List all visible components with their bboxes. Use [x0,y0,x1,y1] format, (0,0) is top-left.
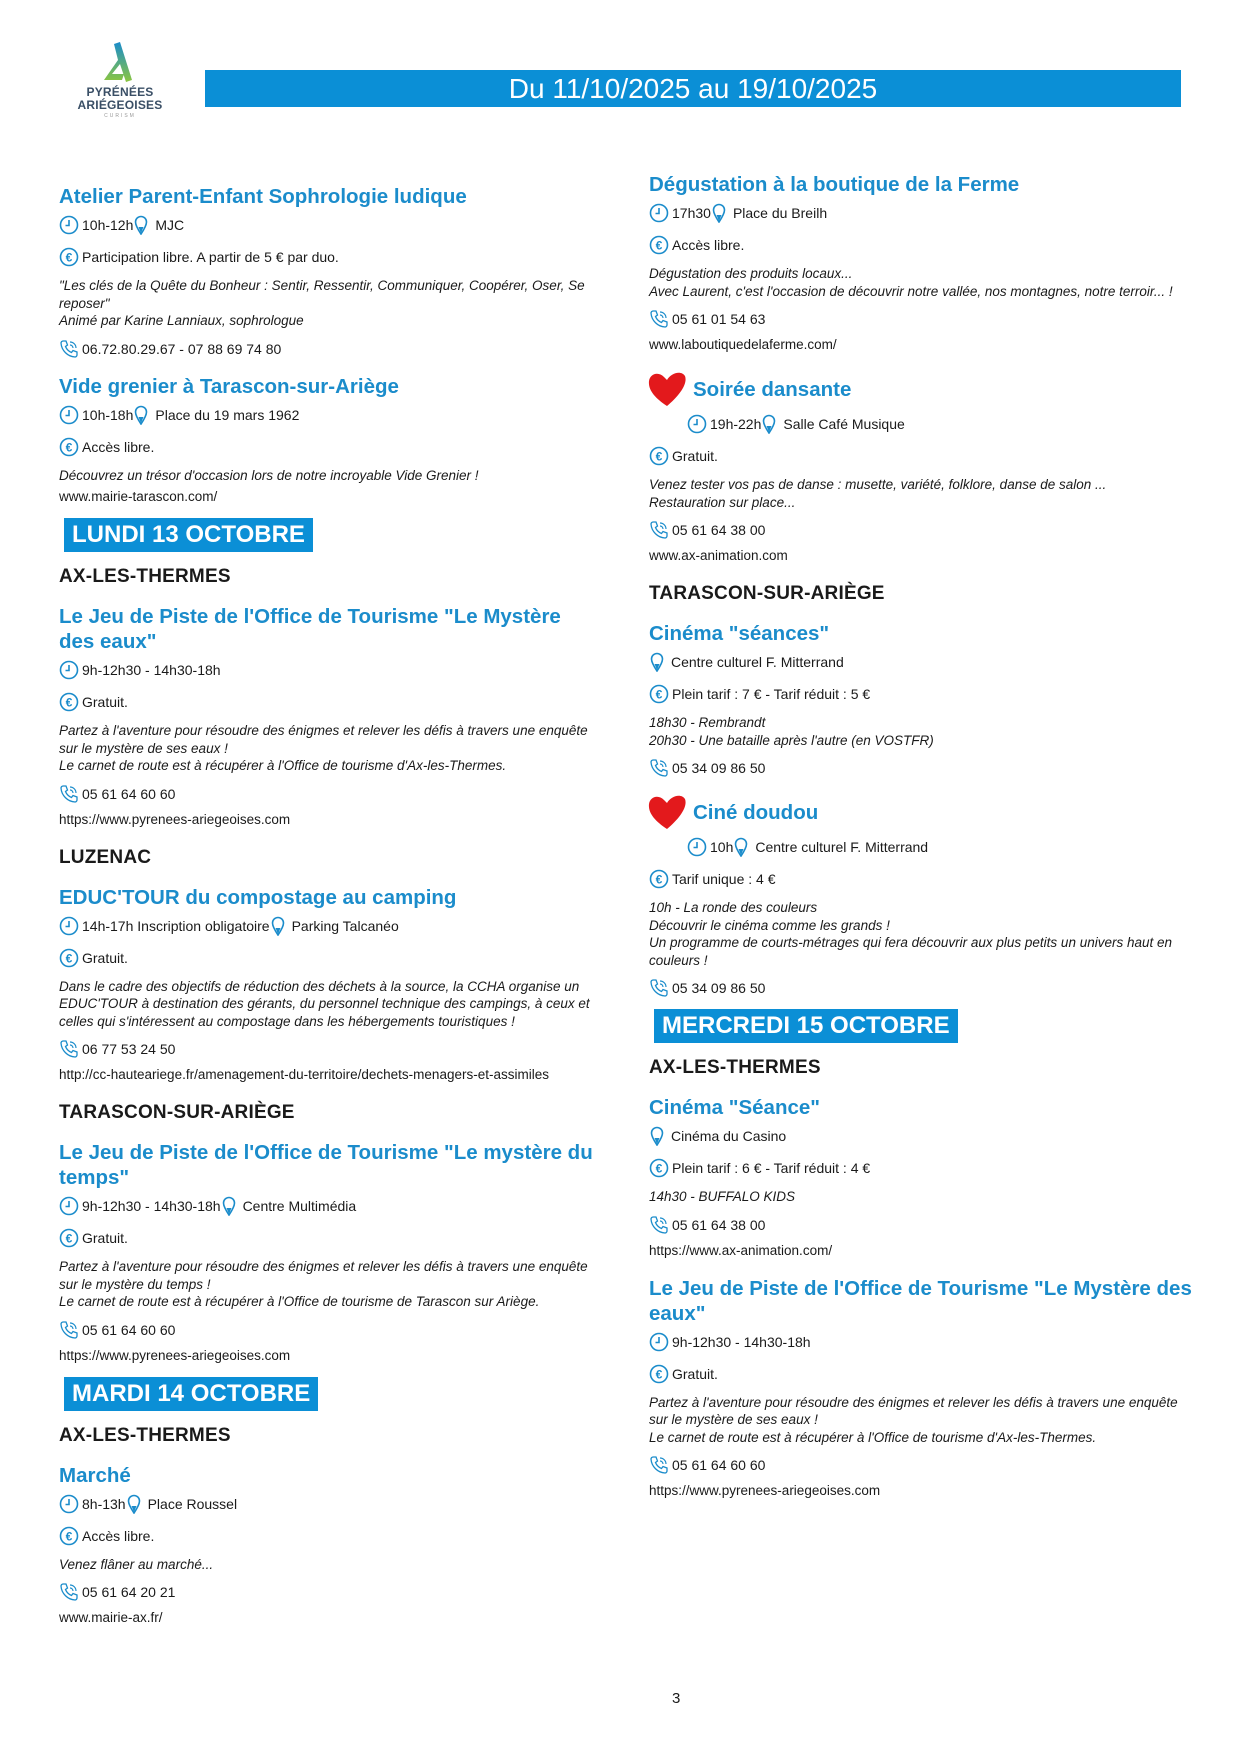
town-heading: TARASCON-SUR-ARIÈGE [649,583,885,604]
event-title: Dégustation à la boutique de la Ferme [649,173,1020,196]
event-link[interactable]: www.mairie-tarascon.com/ [59,489,218,504]
event-time: 9h-12h30 - 14h30-18h [82,1198,221,1214]
heart-icon [647,370,693,408]
phone-icon [649,1455,672,1475]
event-time-place [59,910,599,942]
description-line: 18h30 - Rembrandt [649,715,766,730]
location-pin-icon [650,652,667,672]
description-line: sur le mystère de ses eaux ! [59,740,228,756]
svg-text:€: € [655,1367,663,1381]
event-place: Centre culturel F. Mitterrand [671,654,844,670]
logo-text: CURISM [104,113,136,119]
event-time: 10h-18h [82,406,134,423]
clock-icon [59,1494,82,1514]
description-line: Le carnet de route est à récupérer à l'Office de tourisme de Tarascon sur Ariège. [59,1294,540,1309]
location-pin-icon [762,414,779,434]
event-time-place [59,1488,599,1520]
euro-icon [649,869,672,889]
clock-icon [59,660,82,680]
phone-number: 05 61 01 54 63 [672,311,766,327]
description-line: Partez à l'aventure pour résoudre des énigmes et relever les défis à travers une enquête [649,1394,1178,1410]
event-time: 14h-17h Inscription obligatoire [82,917,270,934]
phone-icon [649,309,672,329]
phone-number: 05 34 09 86 50 [672,760,766,776]
svg-text:€: € [65,1231,73,1246]
event-place: Salle Café Musique [783,416,905,432]
clock-icon [687,414,710,434]
event-time: 10h-12h [82,217,134,233]
event-price-text: Accès libre. [82,1527,155,1544]
event-link[interactable]: https://www.pyrenees-ariegeoises.com [59,811,291,827]
description-line: Le carnet de route est à récupérer à l'Office de tourisme d'Ax-les-Thermes. [649,1429,1097,1445]
event-description [649,476,1194,511]
town-heading: AX-LES-THERMES [59,566,231,587]
clock-icon [649,203,672,223]
event-time: 17h30 [672,205,711,221]
event-price [59,241,599,273]
svg-text:€: € [65,695,73,710]
event-description [649,714,1194,749]
description-line: Venez flâner au marché... [59,1556,214,1572]
event-place: Place du 19 mars 1962 [155,406,300,423]
event-time-place [59,654,599,686]
event-title: Le Jeu de Piste de l'Office de Tourisme "Le Mystère des eaux" [59,605,561,653]
euro-icon [59,1228,82,1248]
logo-mark-icon [100,40,140,86]
pyrenees-ariegeoises-logo [58,40,182,140]
event-price [649,1152,1194,1184]
event-price [59,942,599,974]
location-pin-icon [222,1196,239,1216]
description-line: reposer" [59,295,110,311]
event-place: Parking Talcanéo [291,917,399,934]
event-title [647,793,1194,831]
town-heading: AX-LES-THERMES [59,1424,231,1446]
event-time: 10h [710,839,734,855]
clock-icon [59,916,82,936]
event-place: Centre culturel F. Mitterrand [755,839,929,855]
phone-number: 05 61 64 20 21 [82,1584,176,1600]
phone-icon [649,758,672,778]
phone-number: 06 77 53 24 50 [82,1041,176,1057]
event-place: Centre Multimédia [242,1198,357,1214]
event-time-place [649,1120,1194,1152]
event-time: 8h-13h [82,1495,126,1512]
phone-icon [649,520,672,540]
description-line: Le carnet de route est à récupérer à l'Office de tourisme d'Ax-les-Thermes. [59,758,507,773]
event-place: MJC [155,217,185,233]
heart-icon [647,793,693,831]
event-title: Le Jeu de Piste de l'Office de Tourisme "Le Mystère des eaux" [649,1276,1192,1325]
event-price [59,1520,599,1552]
event-link[interactable]: www.mairie-ax.fr/ [59,1610,163,1625]
phone-icon [649,1215,672,1235]
phone-icon [59,1039,82,1059]
description-line: sur le mystère du temps ! [59,1276,211,1292]
event-price-text: Accès libre. [82,438,155,455]
description-line: Dans le cadre des objectifs de réduction des déchets à la source, la CCHA organise un [59,978,580,994]
logo-text: PYRÉNÉES [86,85,154,99]
event-description [59,1258,599,1311]
clock-icon [59,405,82,425]
event-price-text: Accès libre. [672,237,745,253]
description-line: celles qui s'intéressent au compostage dans les hébergements touristiques ! [59,1013,515,1029]
event-phone [59,781,599,807]
event-price [649,440,1194,472]
event-phone [59,336,599,362]
event-title: Vide grenier à Tarascon-sur-Ariège [59,374,399,398]
event-price-text: Gratuit. [672,1365,718,1382]
euro-icon [649,235,672,255]
event-title-text: Soirée dansante [693,377,852,401]
location-pin-icon [127,1494,144,1514]
location-pin-icon [271,916,288,936]
event-place: Place du Breilh [732,205,828,221]
event-price-text: Plein tarif : 6 € - Tarif réduit : 4 € [672,1160,871,1176]
phone-icon [59,1320,82,1340]
description-line: Dégustation des produits locaux... [649,266,853,281]
euro-icon [59,437,82,457]
event-price-text: Plein tarif : 7 € - Tarif réduit : 5 € [672,686,871,702]
event-link[interactable]: www.laboutiquedelaferme.com/ [649,337,837,352]
description-line: EDUC'TOUR à destination des gérants, du personnel technique des campings, à ceux et [59,996,590,1011]
phone-icon [59,1582,82,1602]
town-heading: LUZENAC [59,846,152,868]
clock-icon [59,215,82,235]
euro-icon [59,1526,82,1546]
event-phone [649,306,1194,332]
event-description [649,899,1194,969]
event-description [59,467,599,485]
phone-number: 05 61 64 60 60 [82,785,176,802]
event-link[interactable]: www.ax-animation.com [649,548,788,563]
event-price [649,229,1194,261]
event-place: Cinéma du Casino [671,1128,787,1144]
left-column [59,184,599,1631]
event-link[interactable]: https://www.pyrenees-ariegeoises.com [59,1347,291,1363]
event-price [59,686,599,718]
euro-icon [59,948,82,968]
event-price [649,1358,1194,1390]
phone-number: 05 34 09 86 50 [672,980,766,996]
town-heading: AX-LES-THERMES [649,1057,821,1078]
clock-icon [687,837,710,857]
euro-icon [59,247,82,267]
event-link[interactable]: http://cc-hauteariege.fr/amenagement-du-territoire/dechets-menagers-et-assimiles [59,1067,549,1082]
event-title: Cinéma "Séance" [649,1096,820,1119]
event-time-place [59,399,599,431]
event-title [647,370,1194,408]
euro-icon [649,684,672,704]
event-phone [59,1036,599,1062]
event-phone [649,1212,1194,1238]
svg-text:€: € [65,1529,73,1543]
event-place: Place Roussel [147,1495,238,1512]
event-time-place [649,408,1194,440]
location-pin-icon [134,405,151,425]
event-phone [649,975,1194,1001]
description-line: 20h30 - Une bataille après l'autre (en VOSTFR) [649,732,934,748]
event-time-place [649,646,1194,678]
event-time: 9h-12h30 - 14h30-18h [672,1333,811,1350]
event-description [649,1394,1194,1447]
svg-text:€: € [655,872,663,887]
event-description [59,722,599,775]
event-title: EDUC'TOUR du compostage au camping [59,885,457,909]
event-description [649,1188,1194,1206]
event-title-text: Ciné doudou [693,800,819,824]
event-price-text: Gratuit. [82,1230,128,1246]
event-price [649,863,1194,895]
day-heading: LUNDI 13 OCTOBRE [64,518,313,552]
location-pin-icon [734,837,751,857]
description-line: Partez à l'aventure pour résoudre des énigmes et relever les défis à travers une enquête [59,1259,588,1274]
event-time-place [649,197,1194,229]
description-line: Animé par Karine Lanniaux, sophrologue [59,313,304,328]
event-price [649,678,1194,710]
event-time: 9h-12h30 - 14h30-18h [82,662,221,678]
event-price-text: Gratuit. [82,694,128,710]
event-time-place [649,1326,1194,1358]
description-line: 10h - La ronde des couleurs [649,900,818,915]
town-heading: TARASCON-SUR-ARIÈGE [59,1102,295,1123]
location-pin-icon [650,1126,667,1146]
event-price [59,431,599,463]
event-description [649,265,1194,300]
event-phone [649,517,1194,543]
phone-icon [59,784,82,804]
right-column [649,172,1194,1504]
phone-number: 06.72.80.29.67 - 07 88 69 74 80 [82,340,282,357]
event-phone [59,1317,599,1343]
phone-number: 05 61 64 60 60 [672,1457,766,1473]
description-line: Avec Laurent, c'est l'occasion de découvrir notre vallée, nos montagnes, notre terroir... ! [649,283,1173,299]
page-number: 3 [672,1690,681,1707]
phone-number: 05 61 64 60 60 [82,1321,176,1338]
event-link[interactable]: https://www.ax-animation.com/ [649,1242,833,1258]
description-line: Restauration sur place... [649,494,796,510]
event-price-text: Gratuit. [672,448,718,464]
svg-text:€: € [65,440,73,454]
event-phone [649,755,1194,781]
svg-text:€: € [655,1161,663,1176]
clock-icon [649,1332,672,1352]
event-title: Cinéma "séances" [649,622,830,645]
phone-icon [649,978,672,998]
svg-text:€: € [65,250,73,265]
event-phone [649,1452,1194,1478]
description-line: "Les clés de la Quête du Bonheur : Sentir, Ressentir, Communiquer, Coopérer, Oser, Se [59,278,585,293]
day-heading: MARDI 14 OCTOBRE [64,1377,318,1411]
event-price [59,1222,599,1254]
location-pin-icon [712,203,729,223]
event-title: Atelier Parent-Enfant Sophrologie ludique [59,185,467,208]
event-title: Marché [59,1463,131,1487]
description-line: Partez à l'aventure pour résoudre des énigmes et relever les défis à travers une enquête [59,723,588,738]
svg-text:€: € [655,687,663,702]
event-time-place [59,209,599,241]
description-line: Découvrez un trésor d'occasion lors de notre incroyable Vide Grenier ! [59,467,479,483]
location-pin-icon [134,215,151,235]
description-line: 14h30 - BUFFALO KIDS [649,1189,796,1204]
date-range-banner [205,70,1181,107]
euro-icon [649,446,672,466]
event-description [59,1556,599,1574]
event-description [59,277,599,330]
event-phone [59,1579,599,1605]
phone-number: 05 61 64 38 00 [672,1216,766,1233]
date-range-title: Du 11/10/2025 au 19/10/2025 [508,73,878,104]
event-price-text: Tarif unique : 4 € [672,871,776,887]
event-price-text: Participation libre. A partir de 5 € par duo. [82,249,339,265]
phone-number: 05 61 64 38 00 [672,522,766,538]
day-heading: MERCREDI 15 OCTOBRE [654,1009,958,1043]
svg-text:€: € [655,449,663,464]
clock-icon [59,1196,82,1216]
description-line: couleurs ! [649,952,708,968]
euro-icon [649,1364,672,1384]
description-line: Un programme de courts-métrages qui fera découvrir aux plus petits un univers haut en [649,935,1173,950]
logo-text: ARIÉGEOISES [77,98,163,112]
svg-text:€: € [655,238,663,253]
phone-icon [59,339,82,359]
description-line: Découvrir le cinéma comme les grands ! [649,917,890,933]
description-line: Venez tester vos pas de danse : musette, variété, folklore, danse de salon ... [649,477,1107,492]
description-line: sur le mystère de ses eaux ! [649,1412,818,1427]
event-title: Le Jeu de Piste de l'Office de Tourisme "Le mystère du temps" [59,1141,593,1189]
event-price-text: Gratuit. [82,949,128,966]
svg-text:€: € [65,951,73,965]
event-time: 19h-22h [710,416,762,432]
euro-icon [649,1158,672,1178]
event-description [59,978,599,1031]
event-time-place [649,831,1194,863]
event-link[interactable]: https://www.pyrenees-ariegeoises.com [649,1483,881,1498]
event-time-place [59,1190,599,1222]
euro-icon [59,692,82,712]
